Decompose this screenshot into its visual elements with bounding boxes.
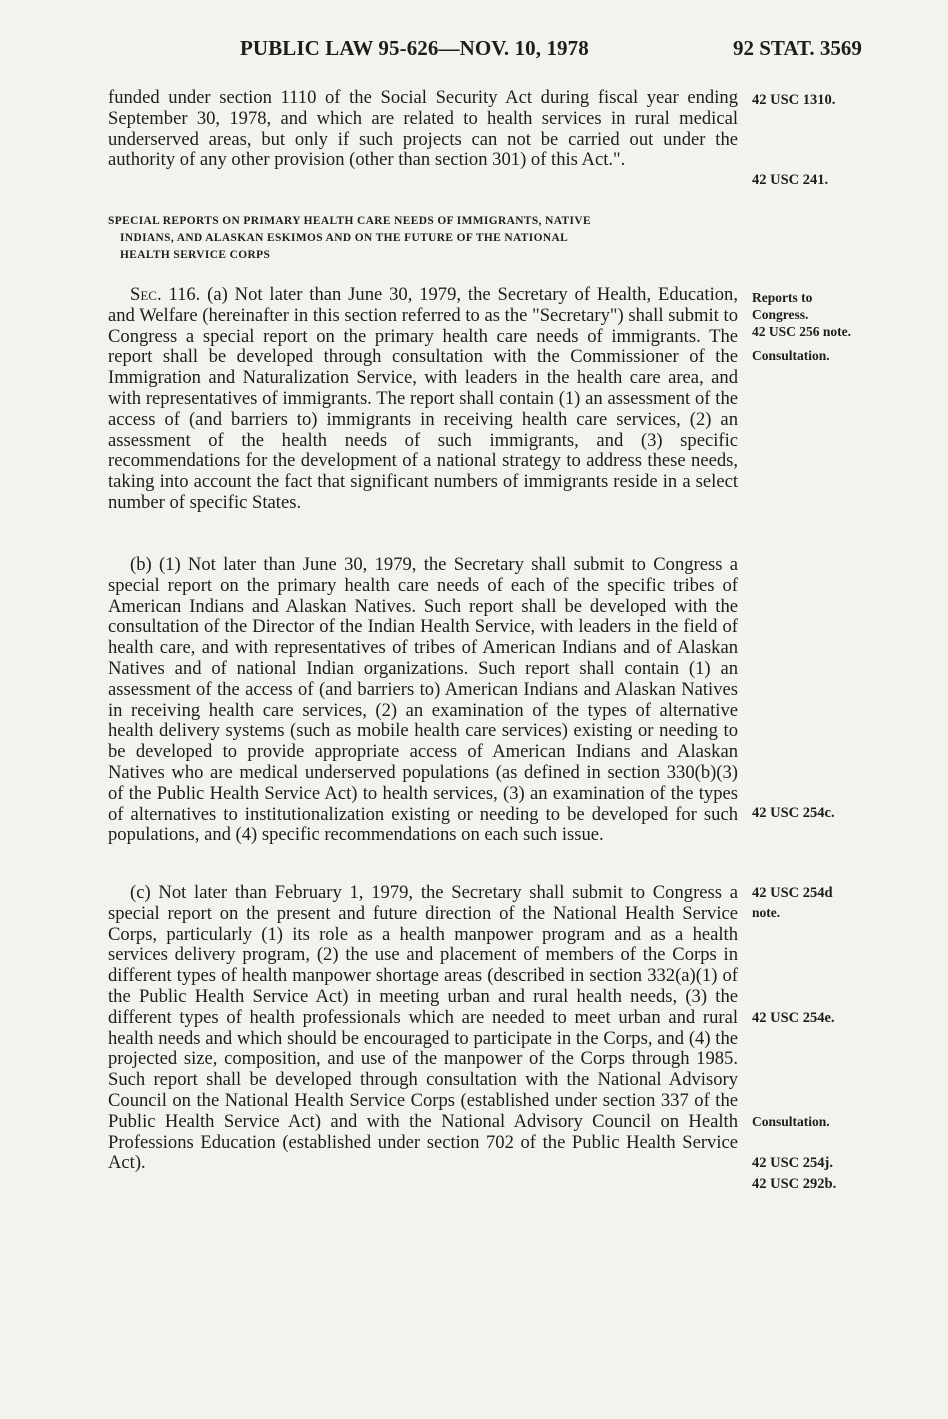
- section-heading-line: SPECIAL REPORTS ON PRIMARY HEALTH CARE NEEDS OF IMMIGRANTS, NATIVE: [108, 215, 591, 227]
- section-label: Sec. 116.: [130, 284, 201, 305]
- paragraph-b-1: (b) (1) Not later than June 30, 1979, the Secretary shall submit to Congress a special report on the primary health care needs of each of the specific tribes of American Indians and Alaskan Natives. Such report shall be developed with the consultation of the Director of the Indian Health Service, with leaders in the field of health care, and with representatives of tribes of American Indians and of Alaskan Natives and of national Indian organizations. Such report shall contain (1) an assessment of the access of (and barriers to) American Indians and Alaskan Natives in receiving health care services, (2) an examination of the types of alternative health delivery systems (such as mobile health care services) existing or needing to be developed to provide appropriate access of American Indians and Alaskan Natives who are medical underserved populations (as defined in section 330(b)(3) of the Public Health Service Act) to health services, (3) an examination of the types of alternatives to institutionalization existing or needing to be developed for such populations, and (4) specific recommendations on each such issue.: [108, 554, 738, 846]
- section-heading-line: INDIANS, AND ALASKAN ESKIMOS AND ON THE FUTURE OF THE NATIONAL: [120, 232, 569, 244]
- paragraph-sec-116-a: [108, 285, 738, 514]
- margin-note: Consultation.: [752, 348, 830, 363]
- margin-note: 42 USC 254j.: [752, 1155, 833, 1171]
- margin-note: 42 USC 256 note.: [752, 324, 852, 339]
- margin-note: note.: [752, 905, 781, 920]
- margin-note: Reports to: [752, 290, 813, 305]
- margin-note: 42 USC 292b.: [752, 1176, 837, 1192]
- paragraph-c: (c) Not later than February 1, 1979, the Secretary shall submit to Congress a special report on the present and future direction of the National Health Service Corps, particularly (1) its role as a health manpower program and as a health services delivery program, (2) the use and placement of members of the Corps in different types of health manpower shortage areas (described in section 332(a)(1) of the Public Health Service Act) in meeting urban and rural health needs, (3) the different types of health professionals which are needed to meet urban and rural health needs and which should be encouraged to participate in the Corps, and (4) the projected size, composition, and use of the manpower of the Corps through 1985. Such report shall be developed through consultation with the National Advisory Council on the National Health Service Corps (established under section 337 of the Public Health Service Act) and with the National Advisory Council on Health Professions Education (established under section 702 of the Public Health Service Act).: [108, 882, 738, 1174]
- margin-note: 42 USC 241.: [752, 172, 829, 188]
- page-header-title: PUBLIC LAW 95-626—NOV. 10, 1978: [240, 36, 589, 60]
- page-header-stat: 92 STAT. 3569: [733, 36, 862, 60]
- margin-note: Congress.: [752, 307, 809, 322]
- margin-note: Consultation.: [752, 1114, 830, 1129]
- margin-note: 42 USC 254c.: [752, 805, 835, 821]
- section-heading-line: HEALTH SERVICE CORPS: [120, 249, 271, 261]
- paragraph-continuation: funded under section 1110 of the Social Security Act during fiscal year ending September 30, 1978, and which are related to health services in rural medical underserved areas, but only if such projects can not be carried out under the authority of any other provision (other than section 301) of this Act.".: [108, 87, 738, 171]
- paragraph-text: (a) Not later than June 30, 1979, the Secretary of Health, Education, and Welfare (hereinafter in this section referred to as the "Secretary") shall submit to Congress a special report on the primary health care needs of immigrants. The report shall be developed through consultation with the Commissioner of the Immigration and Naturalization Service, with leaders in the health care area, and with representatives of immigrants. The report shall contain (1) an assessment of the access of (and barriers to) immigrants in receiving health care services, (2) an assessment of the health needs of such immigrants, and (3) specific recommendations for the development of a national strategy to address these needs, taking into account the fact that significant numbers of immigrants reside in a select number of specific States.: [108, 284, 738, 513]
- margin-note: 42 USC 1310.: [752, 92, 836, 108]
- margin-note: 42 USC 254d: [752, 885, 833, 901]
- margin-note: 42 USC 254e.: [752, 1010, 835, 1026]
- section-heading: [108, 213, 738, 264]
